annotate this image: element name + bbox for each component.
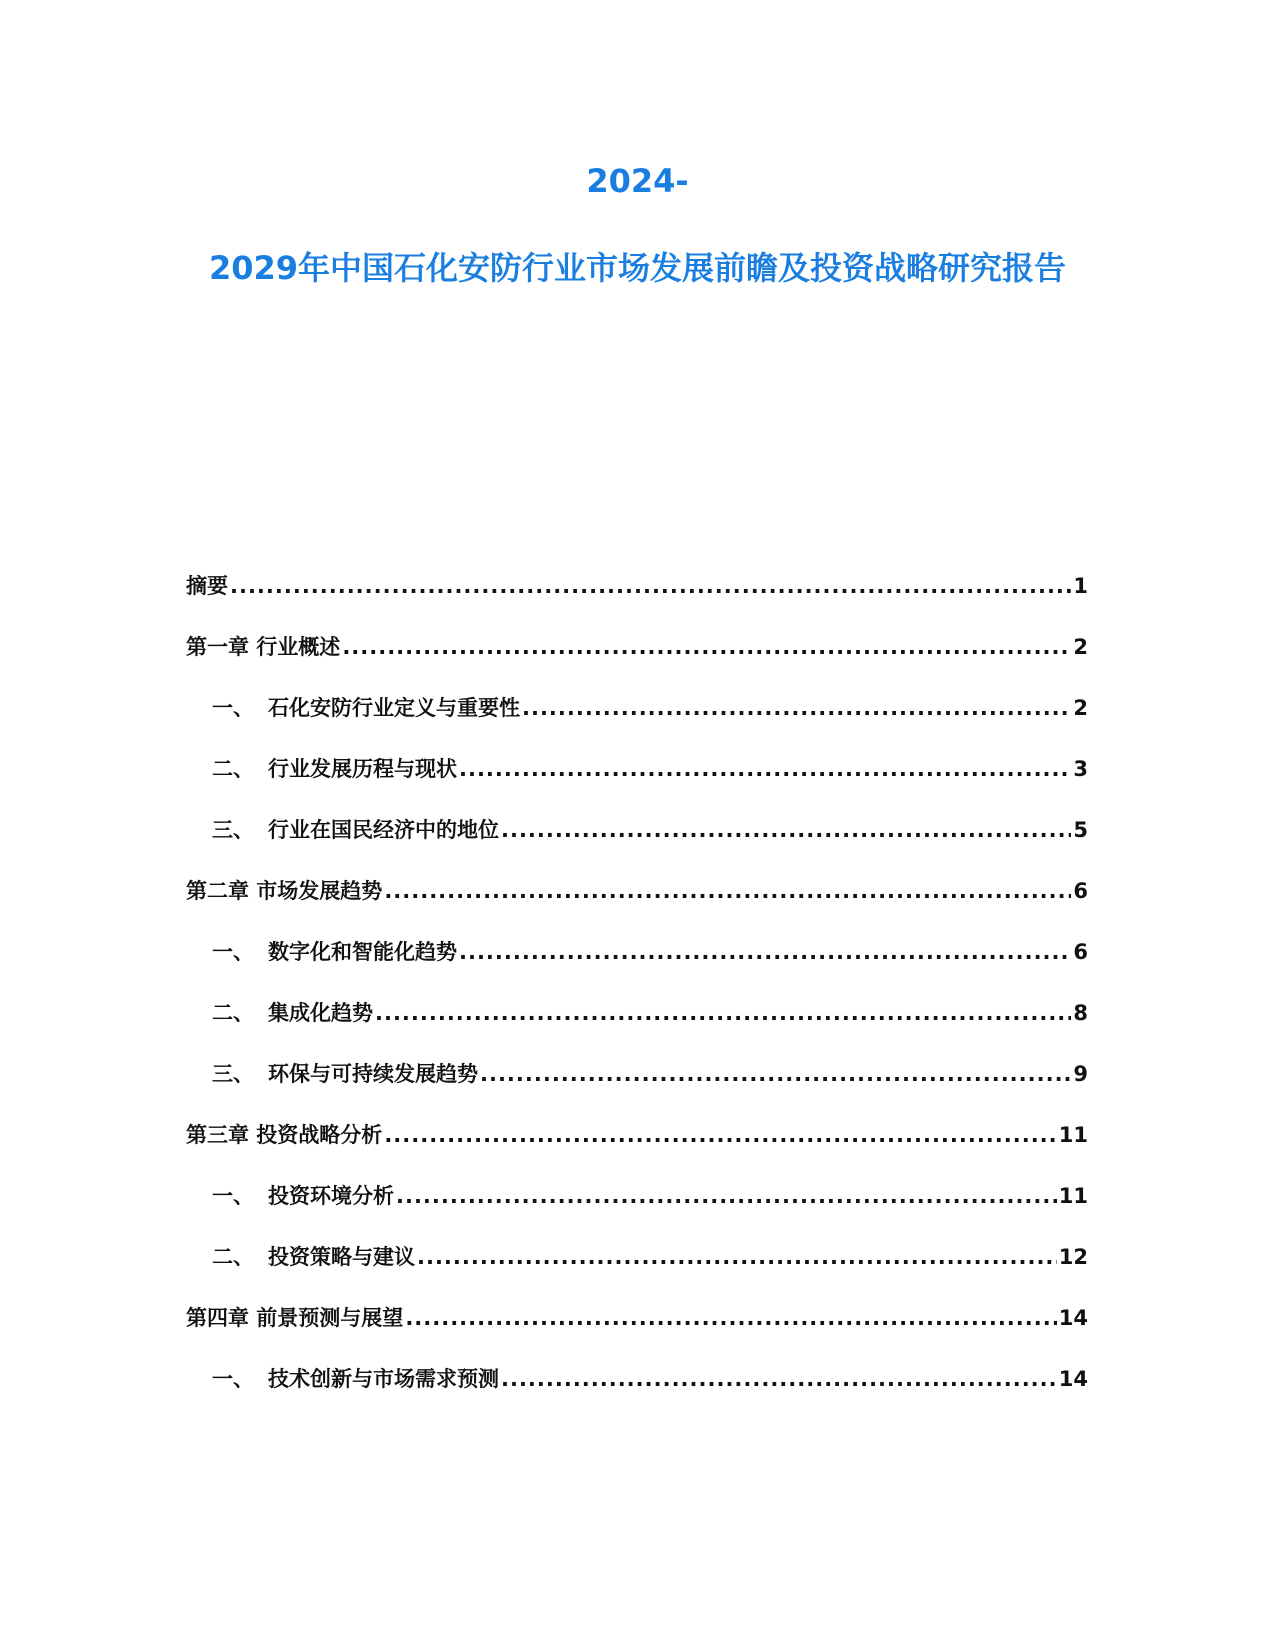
toc-entry-number: 二、: [212, 757, 254, 781]
toc-dot-leader: [480, 1059, 1071, 1089]
toc-entry[interactable]: [186, 1118, 1088, 1150]
toc-entry-number: 二、: [212, 1001, 254, 1025]
toc-entry-title: 集成化趋势: [268, 1001, 373, 1025]
document-title-line-2: 2029年中国石化安防行业市场发展前瞻及投资战略研究报告: [208, 249, 1067, 287]
toc-entry-number: 一、: [212, 1367, 254, 1391]
toc-entry-title: 投资策略与建议: [268, 1245, 415, 1269]
toc-entry-title: 行业发展历程与现状: [268, 757, 457, 781]
toc-page-number: 3: [1073, 757, 1088, 781]
toc-entry[interactable]: [186, 1301, 1088, 1333]
toc-dot-leader: [375, 998, 1071, 1028]
toc-entry-number: 三、: [212, 818, 254, 842]
toc-entry[interactable]: [186, 996, 1088, 1028]
toc-entry-title: 投资环境分析: [268, 1184, 394, 1208]
toc-entry-number: 二、: [212, 1245, 254, 1269]
toc-dot-leader: [417, 1242, 1057, 1272]
toc-entry-title: 数字化和智能化趋势: [268, 940, 457, 964]
toc-page-number: 2: [1073, 696, 1088, 720]
toc-entry-title: 第一章 行业概述: [186, 635, 341, 659]
toc-dot-leader: [501, 815, 1071, 845]
toc-entry[interactable]: [186, 935, 1088, 967]
toc-dot-leader: [384, 1120, 1056, 1150]
toc-entry[interactable]: [186, 691, 1088, 723]
toc-page-number: 1: [1073, 574, 1088, 598]
toc-page-number: 8: [1073, 1001, 1088, 1025]
toc-entry[interactable]: [186, 1179, 1088, 1211]
toc-entry-title: 第三章 投资战略分析: [186, 1123, 383, 1147]
document-title-line-1: 2024-: [586, 162, 689, 200]
toc-page-number: 12: [1058, 1245, 1088, 1269]
toc-entry[interactable]: [186, 1057, 1088, 1089]
toc-entry-number: 三、: [212, 1062, 254, 1086]
toc-entry-number: 一、: [212, 696, 254, 720]
toc-dot-leader: [459, 937, 1071, 967]
toc-entry-title: 技术创新与市场需求预测: [268, 1367, 499, 1391]
toc-entry[interactable]: [186, 752, 1088, 784]
toc-entry[interactable]: [186, 1362, 1088, 1394]
toc-dot-leader: [501, 1364, 1057, 1394]
toc-dot-leader: [230, 571, 1071, 601]
toc-entry-title: 第四章 前景预测与展望: [186, 1306, 404, 1330]
toc-entry-number: 一、: [212, 940, 254, 964]
toc-dot-leader: [342, 632, 1071, 662]
toc-entry-title: 石化安防行业定义与重要性: [268, 696, 520, 720]
toc-page-number: 2: [1073, 635, 1088, 659]
toc-page-number: 6: [1073, 879, 1088, 903]
toc-page-number: 9: [1073, 1062, 1088, 1086]
toc-entry-title: 行业在国民经济中的地位: [268, 818, 499, 842]
toc-dot-leader: [405, 1303, 1056, 1333]
toc-dot-leader: [396, 1181, 1057, 1211]
toc-entry-number: 一、: [212, 1184, 254, 1208]
toc-dot-leader: [459, 754, 1071, 784]
toc-page-number: 14: [1058, 1367, 1088, 1391]
toc-entry-title: 摘要: [186, 574, 228, 598]
toc-entry-title: 环保与可持续发展趋势: [268, 1062, 478, 1086]
toc-entry[interactable]: [186, 813, 1088, 845]
toc-page-number: 11: [1058, 1184, 1088, 1208]
toc-page-number: 11: [1058, 1123, 1088, 1147]
toc-entry[interactable]: [186, 1240, 1088, 1272]
toc-page-number: 14: [1058, 1306, 1088, 1330]
toc-dot-leader: [384, 876, 1071, 906]
toc-entry-title: 第二章 市场发展趋势: [186, 879, 383, 903]
toc-page-number: 5: [1073, 818, 1088, 842]
toc-page-number: 6: [1073, 940, 1088, 964]
toc-entry[interactable]: [186, 630, 1088, 662]
toc-dot-leader: [522, 693, 1071, 723]
toc-entry[interactable]: [186, 874, 1088, 906]
toc-entry[interactable]: [186, 569, 1088, 601]
